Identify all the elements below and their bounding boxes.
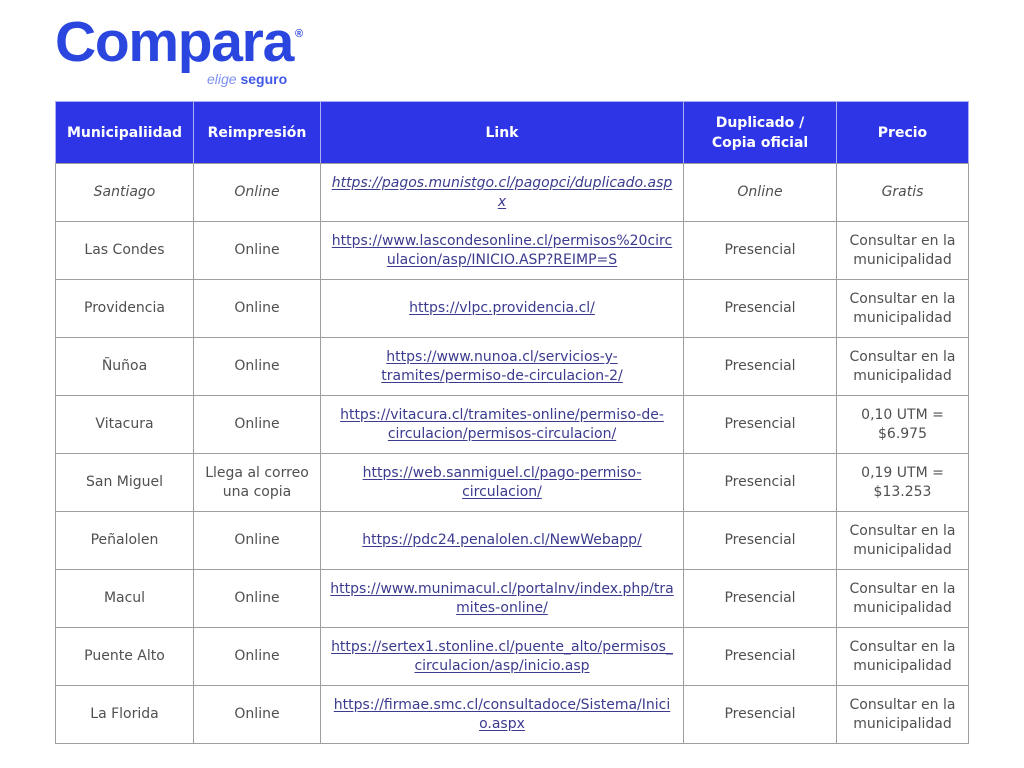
duplicate-cell: Presencial — [684, 512, 837, 570]
link-cell — [321, 570, 684, 628]
municipality-link[interactable]: https://web.sanmiguel.cl/pago-permiso-circulacion/ — [362, 464, 642, 500]
link-cell — [321, 512, 684, 570]
reprint-cell: Llega al correo una copia — [194, 454, 321, 512]
table-row — [56, 686, 969, 744]
municipality-cell: Macul — [56, 570, 194, 628]
municipality-cell: La Florida — [56, 686, 194, 744]
table-row — [56, 222, 969, 280]
table-header-row — [56, 102, 969, 164]
permits-table — [55, 101, 969, 744]
duplicate-cell: Online — [684, 164, 837, 222]
tagline — [207, 71, 287, 87]
tagline-bold: seguro — [240, 71, 288, 87]
duplicate-cell: Presencial — [684, 628, 837, 686]
municipality-cell: Puente Alto — [56, 628, 194, 686]
price-cell: Consultar en la municipalidad — [837, 222, 969, 280]
compara-logo — [55, 10, 304, 87]
header-municipality: Municipaliidad — [56, 102, 194, 164]
logo-wordmark — [55, 10, 304, 74]
table-header — [56, 102, 969, 164]
reprint-cell: Online — [194, 396, 321, 454]
header-price: Precio — [837, 102, 969, 164]
table-row — [56, 570, 969, 628]
municipality-link[interactable]: https://www.munimacul.cl/portalnv/index.php/tramites-online/ — [330, 580, 674, 616]
municipality-cell: Peñalolen — [56, 512, 194, 570]
municipality-link[interactable]: https://pdc24.penalolen.cl/NewWebapp/ — [362, 532, 642, 548]
table-row — [56, 628, 969, 686]
brand-name: Compara — [55, 10, 293, 74]
table-row — [56, 396, 969, 454]
municipality-link[interactable]: https://www.nunoa.cl/servicios-y-tramites/permiso-de-circulacion-2/ — [381, 348, 623, 384]
table-body — [56, 164, 969, 744]
link-cell — [321, 396, 684, 454]
header-reprint: Reimpresión — [194, 102, 321, 164]
tagline-light: elige — [207, 71, 237, 87]
price-cell: Consultar en la municipalidad — [837, 512, 969, 570]
link-cell — [321, 222, 684, 280]
municipality-cell: Santiago — [56, 164, 194, 222]
link-cell — [321, 164, 684, 222]
link-cell — [321, 454, 684, 512]
municipality-cell: Providencia — [56, 280, 194, 338]
duplicate-cell: Presencial — [684, 454, 837, 512]
reprint-cell: Online — [194, 628, 321, 686]
duplicate-cell: Presencial — [684, 222, 837, 280]
header-duplicate-label: Duplicado / Copia oficial — [711, 114, 809, 151]
table-row — [56, 512, 969, 570]
table-row — [56, 338, 969, 396]
municipality-cell: Ñuñoa — [56, 338, 194, 396]
municipality-cell: Las Condes — [56, 222, 194, 280]
price-cell: Gratis — [837, 164, 969, 222]
duplicate-cell: Presencial — [684, 396, 837, 454]
reprint-cell: Online — [194, 164, 321, 222]
header-link: Link — [321, 102, 684, 164]
duplicate-cell: Presencial — [684, 338, 837, 396]
municipality-cell: Vitacura — [56, 396, 194, 454]
municipality-cell: San Miguel — [56, 454, 194, 512]
duplicate-cell: Presencial — [684, 686, 837, 744]
registered-mark: ® — [294, 28, 304, 40]
municipality-link[interactable]: https://vitacura.cl/tramites-online/permiso-de-circulacion/permisos-circulacion/ — [340, 406, 664, 442]
price-cell: 0,19 UTM = $13.253 — [837, 454, 969, 512]
table-row — [56, 454, 969, 512]
duplicate-cell: Presencial — [684, 570, 837, 628]
reprint-cell: Online — [194, 512, 321, 570]
municipality-link[interactable]: https://sertex1.stonline.cl/puente_alto/permisos_circulacion/asp/inicio.asp — [331, 638, 673, 674]
link-cell — [321, 686, 684, 744]
link-cell — [321, 280, 684, 338]
municipality-link[interactable]: https://firmae.smc.cl/consultadoce/Sistema/Inicio.aspx — [333, 696, 671, 732]
price-cell: Consultar en la municipalidad — [837, 280, 969, 338]
price-cell: Consultar en la municipalidad — [837, 338, 969, 396]
price-cell: 0,10 UTM = $6.975 — [837, 396, 969, 454]
reprint-cell: Online — [194, 222, 321, 280]
municipality-link[interactable]: https://vlpc.providencia.cl/ — [409, 300, 595, 316]
header-duplicate — [684, 102, 837, 164]
price-cell: Consultar en la municipalidad — [837, 628, 969, 686]
reprint-cell: Online — [194, 570, 321, 628]
reprint-cell: Online — [194, 686, 321, 744]
municipality-link[interactable]: https://pagos.munistgo.cl/pagopci/duplicado.aspx — [331, 174, 673, 210]
table-row — [56, 164, 969, 222]
municipality-link[interactable]: https://www.lascondesonline.cl/permisos%20circulacion/asp/INICIO.ASP?REIMP=S — [331, 232, 673, 268]
link-cell — [321, 628, 684, 686]
reprint-cell: Online — [194, 280, 321, 338]
reprint-cell: Online — [194, 338, 321, 396]
price-cell: Consultar en la municipalidad — [837, 686, 969, 744]
table-row — [56, 280, 969, 338]
link-cell — [321, 338, 684, 396]
price-cell: Consultar en la municipalidad — [837, 570, 969, 628]
duplicate-cell: Presencial — [684, 280, 837, 338]
